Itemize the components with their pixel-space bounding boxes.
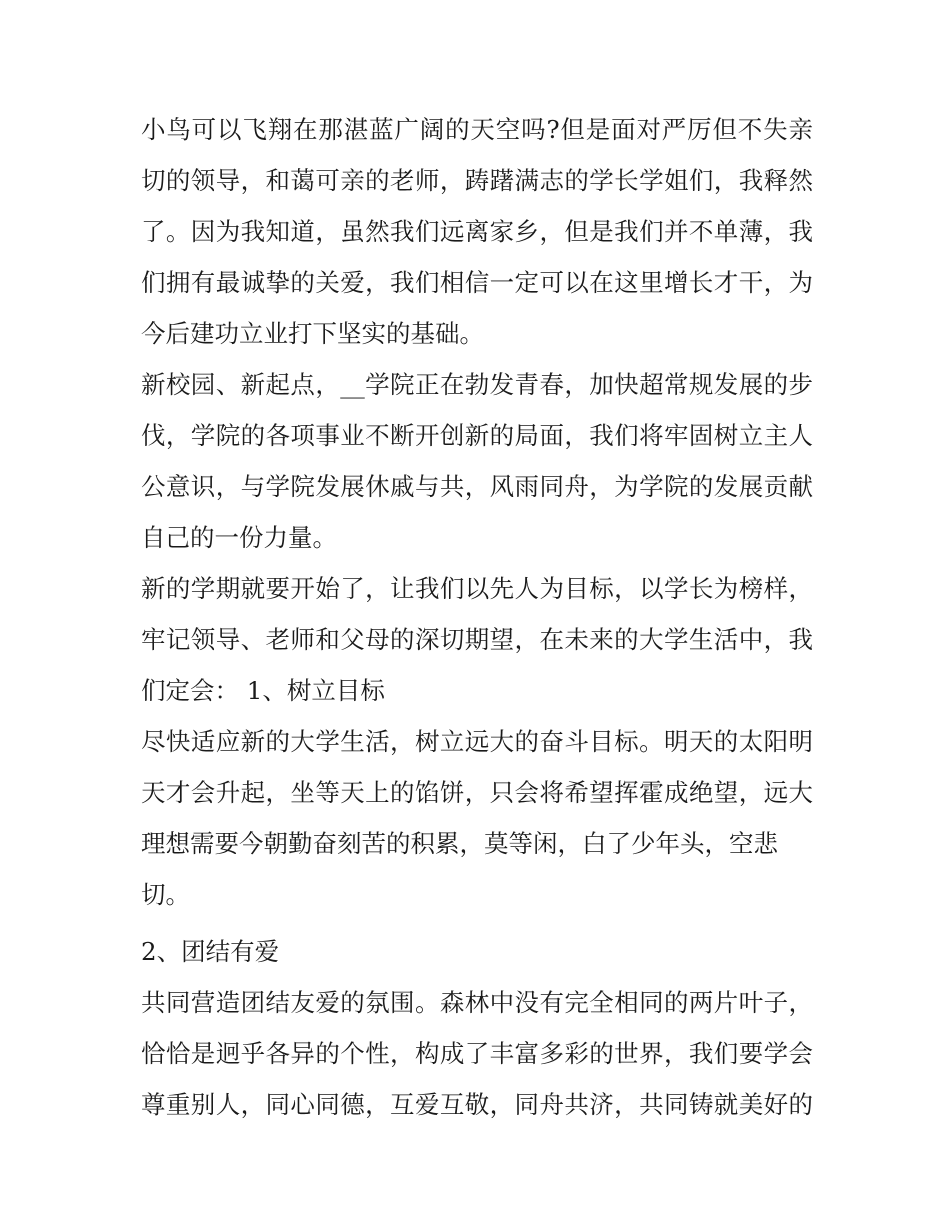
text-line: 们定会： 1、树立目标	[141, 676, 385, 705]
text-line: 尊重别人，同心同德，互爱互敬，同舟共济，共同铸就美好的	[141, 1090, 813, 1119]
text-line: 天才会升起，坐等天上的馅饼，只会将希望挥霍成绝望，远大	[141, 778, 813, 807]
text-line: 今后建功立业打下坚实的基础。	[141, 319, 484, 348]
text-line: 新校园、新起点，__学院正在勃发青春，加快超常规发展的步	[141, 370, 813, 399]
text-line: 伐，学院的各项事业不断开创新的局面，我们将牢固树立主人	[141, 421, 813, 450]
text-line: 恰恰是迥乎各异的个性，构成了丰富多彩的世界，我们要学会	[141, 1039, 813, 1068]
text-line: 们拥有最诚挚的关爱，我们相信一定可以在这里增长才干，为	[141, 268, 813, 297]
text-line: 牢记领导、老师和父母的深切期望，在未来的大学生活中，我	[141, 625, 813, 654]
text-line: 小鸟可以飞翔在那湛蓝广阔的天空吗?但是面对严厉但不失亲	[141, 115, 813, 144]
text-line: 自己的一份力量。	[141, 523, 337, 552]
text-line: 切的领导，和蔼可亲的老师，踌躇满志的学长学姐们，我释然	[141, 166, 813, 195]
text-line: 新的学期就要开始了，让我们以先人为目标，以学长为榜样，	[141, 574, 813, 603]
text-line: 公意识，与学院发展休戚与共，风雨同舟，为学院的发展贡献	[141, 472, 813, 501]
text-line: 切。	[141, 880, 190, 909]
text-line: 尽快适应新的大学生活，树立远大的奋斗目标。明天的太阳明	[141, 727, 813, 756]
text-line: 共同营造团结友爱的氛围。森林中没有完全相同的两片叶子，	[141, 988, 813, 1017]
text-line: 理想需要今朝勤奋刻苦的积累，莫等闲，白了少年头，空悲	[141, 829, 778, 858]
document-body	[141, 108, 813, 1134]
text-line: 了。因为我知道，虽然我们远离家乡，但是我们并不单薄，我	[141, 217, 813, 246]
section-heading: 2、团结有爱	[141, 937, 280, 966]
